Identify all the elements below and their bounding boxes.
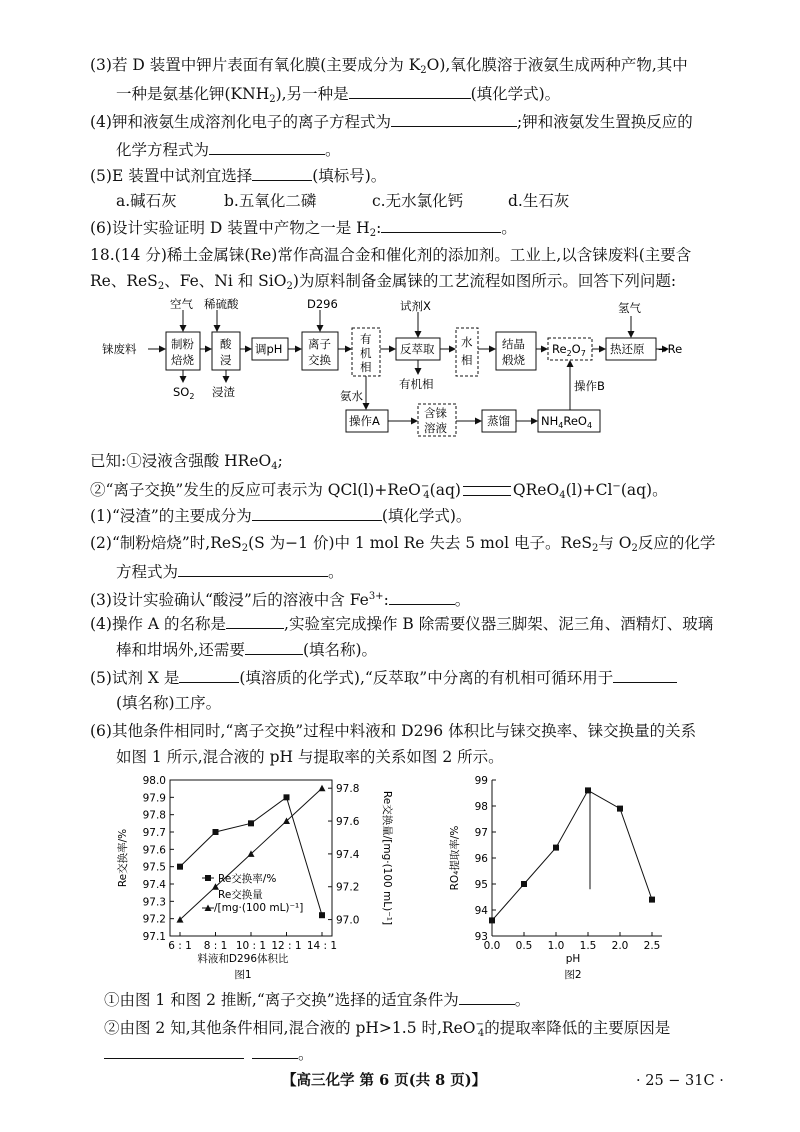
label-ion-exchange-2: 交换	[308, 353, 331, 367]
known-2-text-b: (aq)	[429, 481, 461, 499]
footer-code: · 25 − 31C ·	[636, 1073, 724, 1089]
label-aqueous-2: 相	[461, 353, 473, 367]
q18-part6-line1	[90, 720, 696, 742]
answer-blank[interactable]	[179, 666, 239, 683]
q17-part5	[90, 164, 386, 187]
y-tick-label: 98	[474, 801, 488, 813]
x-tick-label: 2.5	[643, 940, 661, 952]
label-organic-phase-out: 有机相	[399, 377, 434, 391]
q18-p5-text-a: (5)试剂 X 是	[90, 669, 180, 687]
data-point-extraction	[617, 806, 623, 812]
y-axis-label-left: Re交换率/%	[117, 828, 129, 888]
q18-s1-text-b: 。	[514, 991, 531, 1009]
q17-options	[116, 190, 569, 212]
x-tick-label: 8 : 1	[203, 940, 228, 952]
y-tick-label-right: 97.8	[336, 783, 360, 796]
x-tick-label: 6 : 1	[168, 940, 192, 952]
label-roast-1: 制粉	[171, 337, 194, 351]
option-d[interactable]: d.生石灰	[508, 192, 570, 210]
y-tick-label: 94	[474, 905, 488, 917]
q18-part3	[90, 586, 470, 611]
label-sulfuric-acid: 稀硫酸	[204, 298, 239, 311]
q18-p1-text-b: (填化学式)。	[381, 507, 472, 525]
q18-p6-text-b: 如图 1 所示,混合液的 pH 与提取率的关系如图 2 所示。	[116, 748, 504, 766]
data-point-extraction	[553, 845, 559, 851]
q18-p4-text-d: (填名称)。	[302, 641, 378, 659]
q18-part5-line2	[116, 692, 221, 714]
q17-part4-line1	[90, 110, 693, 133]
q17-p6-text-b: :	[376, 219, 382, 237]
y-tick-label: 93	[474, 931, 488, 943]
footer-page-info: 【高三化学 第 6 页(共 8 页)】	[282, 1072, 487, 1089]
y-tick-label-left: 97.7	[142, 827, 166, 839]
q17-p3-text-c: 一种是氨基化钾(KNH	[116, 85, 270, 103]
answer-blank[interactable]	[613, 666, 677, 683]
y-tick-label-left: 97.4	[142, 879, 166, 891]
y-axis-label-right: Re交换量/[mg·(100 mL)⁻¹]	[381, 790, 393, 926]
label-adjust-ph: 调pH	[255, 342, 283, 356]
y-axis-label: RO₄提取率/%	[449, 825, 461, 891]
q17-p3-text-e: (填化学式)。	[470, 85, 561, 103]
label-product-re: →Re	[658, 342, 683, 356]
known-2-text-e: (aq)。	[620, 481, 668, 499]
q18-known-2: ②“离子交换”发生的反应可表示为 QCl(l)+ReO−$_4$(aq) QReO$_4$(l)+Cl−(aq)。	[90, 481, 668, 501]
legend-label-amount-b: /[mg·(100 mL)⁻¹]	[214, 902, 304, 914]
data-point-exchange-rate	[213, 829, 219, 835]
answer-blank[interactable]	[391, 110, 517, 127]
answer-blank[interactable]	[252, 504, 382, 521]
y-tick-label-left: 97.5	[142, 861, 166, 874]
known-2-text-a: ②“离子交换”发生的反应可表示为 QCl(l)+ReO	[90, 481, 421, 499]
data-point-extraction	[489, 917, 495, 923]
q18-part4-line1	[90, 612, 713, 635]
q17-part4-line2	[116, 138, 341, 161]
label-roast-2: 焙烧	[171, 353, 194, 367]
y-tick-label: 97	[474, 827, 488, 839]
q17-p5-text: (5)E 装置中试剂宜选择	[90, 167, 253, 185]
q18-p2-text-b: (S 为−1 价)中 1 mol Re 失去 5 mol 电子。ReS	[248, 534, 592, 552]
fe3-charge: 3+	[368, 591, 384, 602]
y-tick-label-left: 97.1	[142, 931, 166, 943]
y-tick-label-right: 97.0	[336, 914, 360, 927]
label-re-solution-1: 含铼	[424, 406, 447, 420]
label-crystallize-2: 煅烧	[502, 353, 525, 367]
x-tick-label: 0.5	[515, 940, 533, 952]
legend-marker-rate	[205, 875, 211, 881]
q18-part1	[90, 504, 471, 527]
known-2-text-d: (l)+Cl	[565, 481, 613, 499]
y-tick-label: 99	[474, 775, 488, 787]
y-tick-label: 95	[474, 879, 488, 891]
q17-p5-text-b: (填标号)。	[312, 167, 387, 185]
option-c[interactable]: c.无水氯化钙	[372, 192, 464, 210]
q17-p6-text: (6)设计实验证明 D 装置中产物之一是 H	[90, 219, 370, 237]
q18-intro-text-d: )为原料制备金属铼的工艺流程如图所示。回答下列问题:	[292, 272, 677, 290]
q18-p6-text-a: (6)其他条件相同时,“离子交换”过程中料液和 D296 体积比与铼交换率、铼交换量的关系	[90, 722, 697, 740]
q18-s2-text-c: 。	[298, 1045, 314, 1063]
label-air: 空气	[170, 298, 193, 311]
q18-p2-text-e: 方程式为	[116, 563, 179, 581]
q17-p4-text-b: ;钾和液氨发生置换反应的	[516, 113, 693, 131]
label-hot-reduction: 热还原	[610, 342, 645, 356]
q18-p2-text-d: 反应的化学	[637, 534, 716, 552]
answer-blank[interactable]	[104, 1042, 244, 1059]
y-tick-label-right: 97.6	[336, 816, 360, 829]
label-back-extraction: 反萃取	[400, 342, 435, 356]
x-tick-label: 1.0	[547, 940, 565, 952]
q18-known-1: 已知:①浸液含强酸 HReO$_4$;	[90, 452, 283, 472]
data-point-exchange-rate	[177, 864, 183, 870]
q18-intro-line2: Re、ReS$_2$、Fe、Ni 和 SiO$_2$)为原料制备金属铼的工艺流程如图所示。回答下列问题:	[90, 272, 677, 292]
label-acid-leach-1: 酸	[220, 337, 232, 351]
known-1-text: 已知:①浸液含强酸 HReO	[90, 452, 272, 470]
y-tick-label-left: 97.2	[142, 913, 166, 926]
answer-blank[interactable]	[349, 82, 471, 99]
q18-p2-text-f: 。	[328, 563, 344, 581]
known-2-text-c: QReO	[512, 481, 560, 499]
label-so2: $SO_2$	[173, 385, 195, 401]
y-tick-label-left: 98.0	[142, 775, 166, 787]
data-point-extraction	[521, 881, 527, 887]
y-tick-label-left: 97.9	[142, 792, 166, 805]
q18-p1-text: (1)“浸渣”的主要成分为	[90, 507, 252, 525]
y-tick-label: 96	[474, 853, 488, 865]
x-tick-label: 2.0	[611, 940, 629, 952]
y-tick-label-right: 97.2	[336, 881, 360, 894]
q17-p3-text-b: O),氧化膜溶于液氨生成两种产物,其中	[426, 56, 688, 74]
x-tick-label: 0.0	[483, 940, 501, 952]
q18-intro-text-c: 、Fe、Ni 和 SiO	[164, 272, 287, 290]
label-residue: 浸渣	[212, 385, 235, 399]
answer-blank[interactable]	[245, 638, 303, 655]
label-operation-a: 操作A	[349, 414, 380, 428]
q18-intro-text-b: Re、ReS	[90, 272, 158, 290]
label-nh4reo4: $NH_4ReO_4$	[541, 414, 593, 430]
q18-part6-line2	[116, 746, 504, 768]
q18-p2-text-c: 与 O	[598, 534, 632, 552]
q17-p3-text-a: (3)若 D 装置中钾片表面有氧化膜(主要成分为 K	[90, 56, 421, 74]
label-re-solution-2: 溶液	[424, 421, 447, 435]
label-d296: D296	[307, 298, 338, 311]
q18-statement-2-line2	[104, 1042, 314, 1065]
x-tick-label: 12 : 1	[271, 940, 302, 952]
q17-part6: (6)设计实验证明 D 装置中产物之一是 $H_2$: 。	[90, 216, 517, 245]
label-re2o7: $Re_2O_7$	[552, 342, 586, 358]
label-ion-exchange-1: 离子	[308, 337, 331, 351]
option-b[interactable]: b.五氧化二磷	[224, 192, 317, 210]
q18-p4-text-c: 棒和坩埚外,还需要	[116, 641, 245, 659]
label-organic-3: 相	[360, 360, 372, 374]
label-reagent-x: 试剂X	[400, 299, 431, 313]
figure-1-chart	[110, 770, 410, 985]
figure-2-chart	[440, 770, 680, 985]
q18-p5-text-b: (填溶质的化学式),“反萃取”中分离的有机相可循环用于	[239, 669, 614, 687]
label-hydrogen: 氢气	[618, 301, 641, 315]
label-aqueous-1: 水	[461, 335, 473, 349]
label-ammonia: 氨水	[340, 389, 363, 403]
q18-p5-text-c: (填名称)工序。	[116, 694, 222, 712]
answer-blank[interactable]	[178, 560, 328, 577]
q17-p4-text-a: (4)钾和液氨生成溶剂化电子的离子方程式为	[90, 113, 391, 131]
label-organic-1: 有	[360, 332, 372, 346]
q18-p3-text-b: :	[383, 591, 389, 609]
q17-part3-line2: 一种是氨基化钾$(KNH_2)$,另一种是 (填化学式)。	[116, 82, 560, 111]
answer-blank[interactable]	[252, 164, 312, 181]
q18-statement-1	[104, 988, 530, 1011]
figure-title: 图1	[234, 969, 252, 981]
label-acid-leach-2: 浸	[220, 353, 232, 367]
label-crystallize-1: 结晶	[502, 337, 525, 351]
q18-p4-text-b: ,实验室完成操作 B 除需要仪器三脚架、泥三角、酒精灯、玻璃	[284, 615, 714, 633]
q18-part5-line1	[90, 666, 677, 689]
legend-label-rate: Re交换率/%	[218, 873, 277, 885]
data-point-exchange-rate	[284, 794, 290, 800]
answer-blank[interactable]	[252, 1042, 298, 1059]
equilibrium-sign	[463, 486, 511, 496]
option-a[interactable]: a.碱石灰	[116, 192, 177, 210]
q17-p4-text-c: 化学方程式为	[116, 141, 210, 159]
y-tick-label-left: 97.6	[142, 844, 166, 857]
q18-intro-text-a: 18.(14 分)稀土金属铼(Re)常作高温合金和催化剂的添加剂。工业上,以含铼废料(主要含	[90, 246, 692, 264]
x-tick-label: 1.5	[579, 940, 597, 952]
label-operation-b: 操作B	[574, 379, 605, 393]
q17-p3-text-d: ),另一种是	[275, 85, 349, 103]
answer-blank[interactable]	[381, 216, 501, 233]
series-extraction-line	[492, 790, 652, 920]
data-point-extraction	[649, 897, 655, 903]
label-distill: 蒸馏	[487, 414, 510, 428]
q18-p2-text-a: (2)“制粉焙烧”时,ReS	[90, 534, 242, 552]
answer-blank[interactable]	[459, 988, 515, 1005]
figure-title: 图2	[564, 969, 582, 981]
q18-s2-text-a: ②由图 2 知,其他条件相同,混合液的 pH>1.5 时,ReO	[104, 1019, 476, 1037]
q18-part4-line2	[116, 638, 377, 661]
q18-part2-line2	[116, 560, 344, 583]
answer-blank[interactable]	[226, 612, 284, 629]
x-tick-label: 10 : 1	[235, 940, 267, 952]
q18-p4-text-a: (4)操作 A 的名称是	[90, 615, 227, 633]
q17-p4-text-d: 。	[325, 141, 341, 159]
data-point-exchange-rate	[248, 820, 254, 826]
q17-part3-line1: (3)若 D 装置中钾片表面有氧化膜(主要成分为 $K_2O$),氧化膜溶于液氨生成两种产物,其中	[90, 56, 688, 76]
answer-blank[interactable]	[389, 588, 455, 605]
data-point-exchange-amount	[319, 785, 326, 792]
y-tick-label-left: 97.3	[142, 896, 166, 909]
x-axis-label: pH	[565, 953, 581, 965]
label-feed: 铼废料	[102, 342, 137, 356]
x-tick-label: 14 : 1	[306, 940, 338, 952]
data-point-exchange-rate	[319, 912, 325, 918]
q18-p3-text: (3)设计实验确认“酸浸”后的溶液中含 Fe	[90, 591, 369, 609]
process-flow-diagram	[100, 298, 700, 438]
known-1-text-b: ;	[277, 452, 283, 470]
q17-p6-text-c: 。	[501, 219, 517, 237]
legend-label-amount-a: Re交换量	[218, 889, 263, 901]
q18-intro-line1	[90, 244, 691, 266]
label-organic-2: 机	[360, 346, 372, 360]
q18-s1-text: ①由图 1 和图 2 推断,“离子交换”选择的适宜条件为	[104, 991, 459, 1009]
q18-p3-text-c: 。	[454, 591, 471, 609]
y-tick-label-left: 97.8	[142, 809, 166, 822]
q18-statement-2-line1: ②由图 2 知,其他条件相同,混合液的 pH>1.5 时,ReO−$_4$的提取率降低的主要原因是	[104, 1019, 671, 1039]
q18-s2-text-b: 的提取率降低的主要原因是	[484, 1019, 671, 1037]
answer-blank[interactable]	[209, 138, 325, 155]
y-tick-label-right: 97.4	[336, 848, 360, 861]
q18-part2-line1: (2)“制粉焙烧”时,ReS$_2$(S 为−1 价)中 1 mol Re 失去 5 mol 电子。ReS$_2$与 $O_2$反应的化学	[90, 534, 716, 554]
x-axis-label: 料液和D296体积比	[197, 953, 289, 965]
